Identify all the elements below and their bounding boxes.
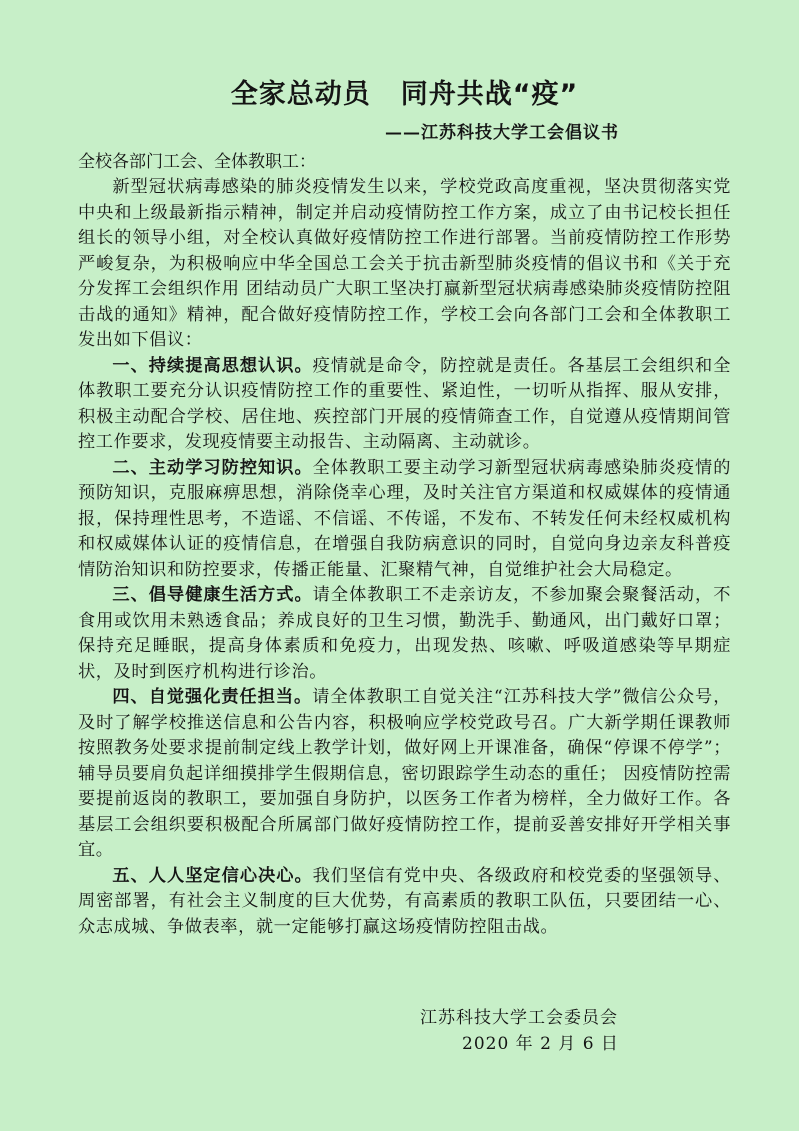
- section-2-body: 全体教职工要主动学习新型冠状病毒感染肺炎疫情的预防知识，克服麻痹思想，消除侥幸心理，及时关注官方渠道和权威媒体的疫情通报，保持理性思考，不造谣、不信谣、不传谣，不发布、不转发任何未经权威机构和权威媒体认证的疫情信息，在增强自我防病意识的同时，自觉向身边亲友科普疫情防治知识和防控要求，传播正能量、汇聚精气神，自觉维护社会大局稳定。: [78, 457, 731, 580]
- section-2: [78, 456, 731, 584]
- section-4: [78, 685, 731, 864]
- section-2-heading: 二、主动学习防控知识。: [112, 457, 313, 478]
- section-4-heading: 四、自觉强化责任担当。: [112, 687, 313, 707]
- section-3-body: 请全体教职工不走亲访友，不参加聚会聚餐活动，不食用或饮用未熟透食品；养成良好的卫生习惯，勤洗手、勤通风，出门戴好口罩；保持充足睡眠，提高身体素质和免疫力，出现发热、咳嗽、呼吸道感染等早期症状，及时到医疗机构进行诊治。: [78, 585, 731, 682]
- signature-date: 2020 年 2 月 6 日: [462, 1034, 619, 1054]
- title-part-2: 同舟共战“疫”: [400, 79, 579, 110]
- section-5: [78, 864, 731, 941]
- section-1: [78, 354, 731, 456]
- document-title: [78, 76, 731, 114]
- salutation: 全校各部门工会、全体教职工：: [78, 152, 316, 172]
- section-5-heading: 五、人人坚定信心决心。: [112, 865, 313, 886]
- section-3: [78, 583, 731, 685]
- signature-block: [420, 1005, 619, 1057]
- intro-paragraph: 新型冠状病毒感染的肺炎疫情发生以来，学校党政高度重视，坚决贯彻落实党中央和上级最新指示精神，制定并启动疫情防控工作方案，成立了由书记校长担任组长的领导小组，对全校认真做好疫情防控工作进行部署。当前疫情防控工作形势严峻复杂，为积极响应中华全国总工会关于抗击新型肺炎疫情的倡议书和《关于充分发挥工会组织作用 团结动员广大职工坚决打赢新型冠状病毒感染肺炎疫情防控阻击战的通知》精神，配合做好疫情防控工作，学校工会向各部门工会和全体教职工发出如下倡议：: [78, 177, 731, 350]
- document-subtitle: ——江苏科技大学工会倡议书: [385, 123, 619, 143]
- section-1-body: 疫情就是命令，防控就是责任。各基层工会组织和全体教职工要充分认识疫情防控工作的重要性、紧迫性，一切听从指挥、服从安排，积极主动配合学校、居住地、疾控部门开展的疫情筛查工作，自觉遵从疫情期间管控工作要求，发现疫情要主动报告、主动隔离、主动就诊。: [78, 355, 731, 452]
- section-1-heading: 一、持续提高思想认识。: [112, 355, 313, 376]
- section-3-heading: 三、倡导健康生活方式。: [112, 585, 313, 605]
- title-part-1: 全家总动员: [230, 79, 371, 110]
- signature-org: 江苏科技大学工会委员会: [420, 1008, 618, 1028]
- section-4-body: 请全体教职工自觉关注“江苏科技大学”微信公众号，及时了解学校推送信息和公告内容，积极响应学校党政号召。广大新学期任课教师按照教务处要求提前制定线上教学计划，做好网上开课准备，确保“停课不停学”；辅导员要肩负起详细摸排学生假期信息，密切跟踪学生动态的重任； 因疫情防控需要提前返岗的教职工，要加强自身防护，以医务工作者为榜样，全力做好工作。各基层工会组织要积极配合所属部门做好疫情防控工作，提前妥善安排好开学相关事宜。: [78, 687, 731, 860]
- section-5-body: 我们坚信有党中央、各级政府和校党委的坚强领导、周密部署，有社会主义制度的巨大优势，有高素质的教职工队伍，只要团结一心、众志成城、争做表率，就一定能够打赢这场疫情防控阻击战。: [78, 865, 731, 937]
